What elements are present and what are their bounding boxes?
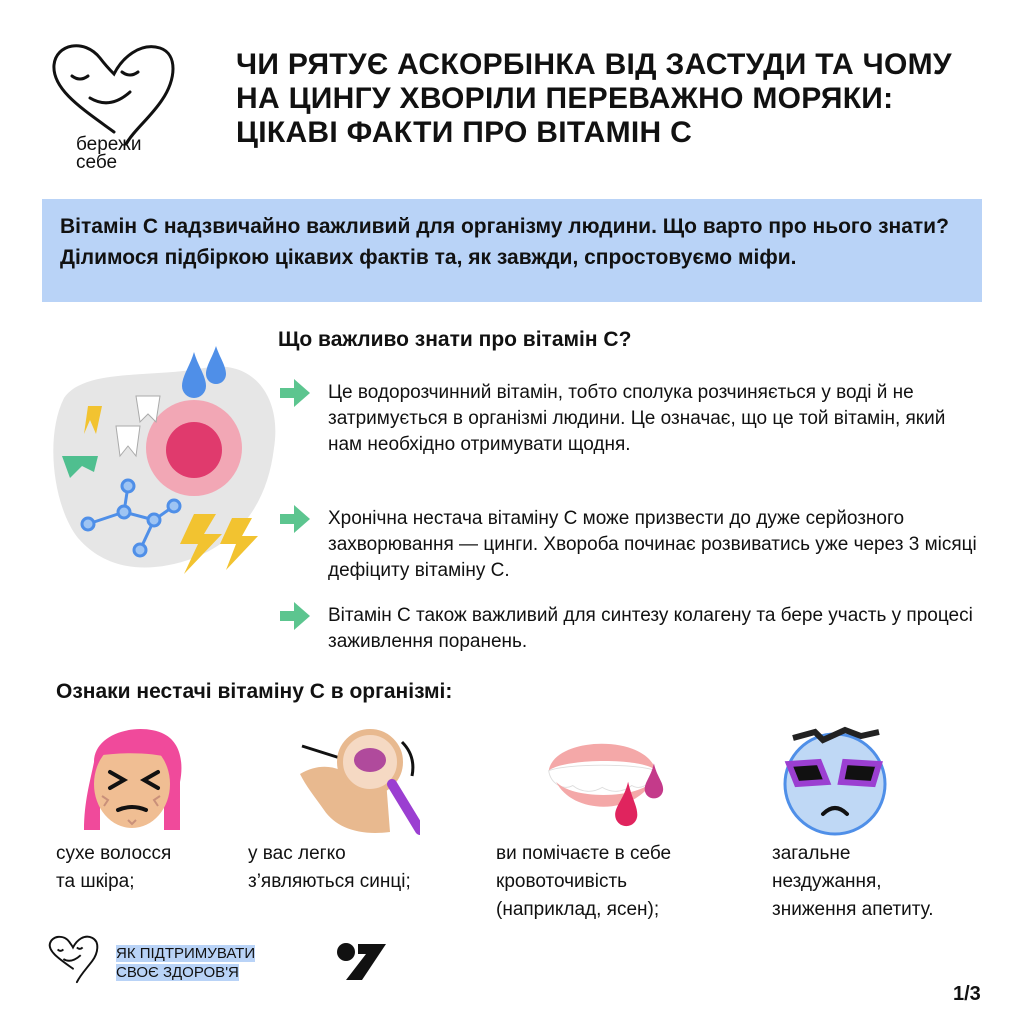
- sign-line: нездужання,: [772, 871, 882, 892]
- intro-box: Вітамін С надзвичайно важливий для організму людини. Що варто про нього знати? Ділимося підбіркою цікавих фактів та, як завжди, спростовуємо міфи.: [42, 199, 982, 302]
- series-link[interactable]: [116, 944, 255, 982]
- sign-line: та шкіра;: [56, 871, 135, 892]
- sign-text: [772, 840, 934, 924]
- unwell-face-icon: [775, 722, 895, 837]
- fact-text: Хронічна нестача вітаміну С може призвести до дуже серйозного захворювання — цинги. Хвороба починає розвиватись уже через 3 місяці дефіциту вітаміну С.: [328, 508, 977, 581]
- fact-text: Вітамін С також важливий для синтезу колагену та бере участь у процесі заживлення поранень.: [328, 605, 973, 652]
- vitamin-illustration: [44, 338, 284, 578]
- sign-text: [248, 840, 411, 896]
- sign-line: у вас легко: [248, 843, 346, 864]
- signs-heading: Ознаки нестачі вітаміну С в організмі:: [56, 680, 453, 703]
- series-link-line-1: ЯК ПІДТРИМУВАТИ: [116, 945, 256, 962]
- arrow-right-icon: [278, 502, 312, 536]
- bruise-magnifier-icon: [300, 722, 420, 837]
- sign-line: ви помічаєте в себе: [496, 843, 672, 864]
- sign-line: зниження апетиту.: [772, 899, 934, 920]
- page-number: 1/3: [953, 983, 981, 1005]
- facts-heading: Що важливо знати про вітамін С?: [278, 328, 632, 351]
- fact-item: [278, 380, 978, 458]
- sign-text: [56, 840, 171, 896]
- sign-line: кровоточивість: [496, 871, 628, 892]
- brand-logo-icon: [336, 942, 388, 980]
- bleeding-gums-icon: [545, 722, 665, 837]
- logo-line-2: себе: [76, 152, 118, 173]
- logo-line-1: бережи: [76, 134, 142, 155]
- sign-line: (наприклад, ясен);: [496, 899, 660, 920]
- fact-item: [278, 603, 978, 655]
- fact-text: Це водорозчинний вітамін, тобто сполука розчиняється у воді й не затримується в організмі людини. Це означає, що це той вітамін, який нам необхідно отримувати щодня.: [328, 382, 946, 455]
- arrow-right-icon: [278, 599, 312, 633]
- arrow-right-icon: [278, 376, 312, 410]
- sign-text: [496, 840, 671, 924]
- sign-line: сухе волосся: [56, 843, 172, 864]
- sign-line: з’являються синці;: [248, 871, 411, 892]
- dry-hair-face-icon: [80, 722, 200, 837]
- page-title: ЧИ РЯТУЄ АСКОРБІНКА ВІД ЗАСТУДИ ТА ЧОМУ НА ЦИНГУ ХВОРІЛИ ПЕРЕВАЖНО МОРЯКИ: ЦІКАВІ ФАКТИ ПРО ВІТАМІН С: [236, 48, 952, 149]
- smiling-heart-icon: [46, 934, 100, 986]
- fact-item: [278, 506, 978, 584]
- sign-line: загальне: [772, 843, 851, 864]
- logo-wordmark: [76, 136, 141, 172]
- series-link-line-2: СВОЄ ЗДОРОВ'Я: [116, 964, 239, 981]
